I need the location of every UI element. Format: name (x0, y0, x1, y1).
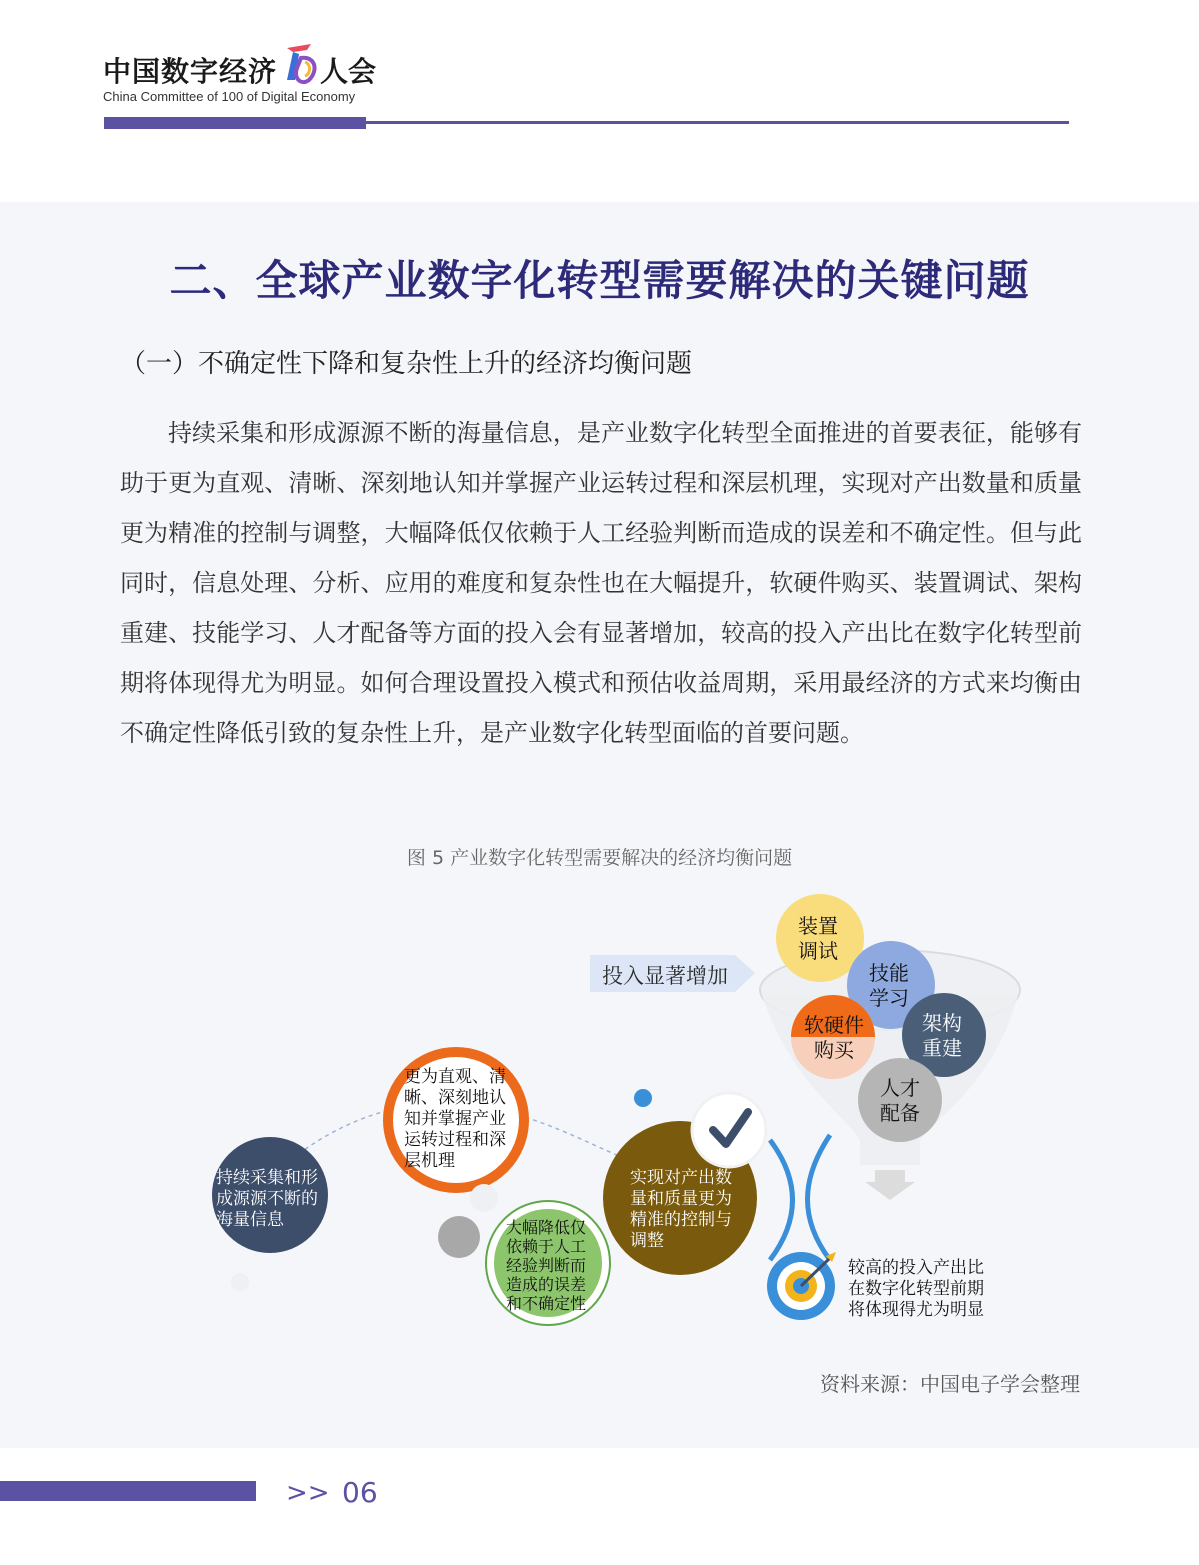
deco-circle-blue (634, 1089, 652, 1107)
label-jineng: 技能 学习 (869, 961, 909, 1010)
label-zhuangzhi: 装置 调试 (798, 914, 838, 963)
section-title: 二、全球产业数字化转型需要解决的关键问题 (169, 256, 1030, 305)
header-divider-thick (104, 117, 366, 129)
label-reduce: 大幅降低仅 依赖于人工 经验判断而 造成的误差 和不确定性 (506, 1218, 587, 1313)
header-divider-thin (366, 121, 1069, 124)
body-paragraph (120, 408, 1082, 758)
input-increase-label: 投入显著增加 (602, 964, 728, 988)
economic-balance-diagram (0, 880, 1199, 1350)
logo-text-cn-suffix: 人会 (320, 55, 377, 88)
subsection-title: （一）不确定性下降和复杂性上升的经济均衡问题 (120, 349, 693, 379)
footer-bar (0, 1481, 256, 1501)
page-header (0, 0, 1199, 200)
blue-arc-left (770, 1140, 793, 1260)
page-number: 06 (342, 1476, 378, 1509)
label-target: 较高的投入产出比 在数字化转型前期 将体现得尤为明显 (848, 1258, 984, 1320)
label-cognition: 更为直观、清 晰、深刻地认 知并掌握产业 运转过程和深 层机理 (404, 1067, 506, 1171)
blue-arc-right (808, 1135, 831, 1260)
label-rencai: 人才 配备 (880, 1076, 920, 1125)
label-info: 持续采集和形 成源源不断的 海量信息 (216, 1168, 318, 1230)
deco-circle-gray (438, 1216, 480, 1258)
logo-text-cn: 中国数字经济 (103, 55, 278, 88)
deco-circle-small (231, 1273, 249, 1291)
diagram-graphics (0, 880, 1199, 1350)
funnel-down-arrow (865, 1170, 915, 1200)
label-ruanyingjian: 软硬件 购买 (804, 1013, 864, 1062)
check-badge (692, 1093, 766, 1167)
footer-arrows: >> (286, 1478, 330, 1508)
source-note: 资料来源：中国电子学会整理 (820, 1372, 1080, 1396)
label-control: 实现对产出数 量和质量更为 精准的控制与 调整 (630, 1168, 732, 1251)
label-jiagou: 架构 重建 (922, 1011, 962, 1060)
logo-100-icon (281, 40, 321, 86)
logo-text-en: China Committee of 100 of Digital Economy (103, 89, 356, 104)
deco-circle-light (470, 1184, 498, 1212)
paragraph-text: 持续采集和形成源源不断的海量信息，是产业数字化转型全面推进的首要表征，能够有助于更为直观、清晰、深刻地认知并掌握产业运转过程和深层机理，实现对产出数量和质量更为精准的控制与调整，大幅降低仅依赖于人工经验判断而造成的误差和不确定性。但与此同时，信息处理、分析、应用的难度和复杂性也在大幅提升，软硬件购买、装置调试、架构重建、技能学习、人才配备等方面的投入会有显著增加，较高的投入产出比在数字化转型前期将体现得尤为明显。如何合理设置投入模式和预估收益周期，采用最经济的方式来均衡由不确定性降低引致的复杂性上升，是产业数字化转型面临的首要问题。 (120, 419, 1082, 747)
figure-caption: 图 5 产业数字化转型需要解决的经济均衡问题 (406, 847, 793, 869)
